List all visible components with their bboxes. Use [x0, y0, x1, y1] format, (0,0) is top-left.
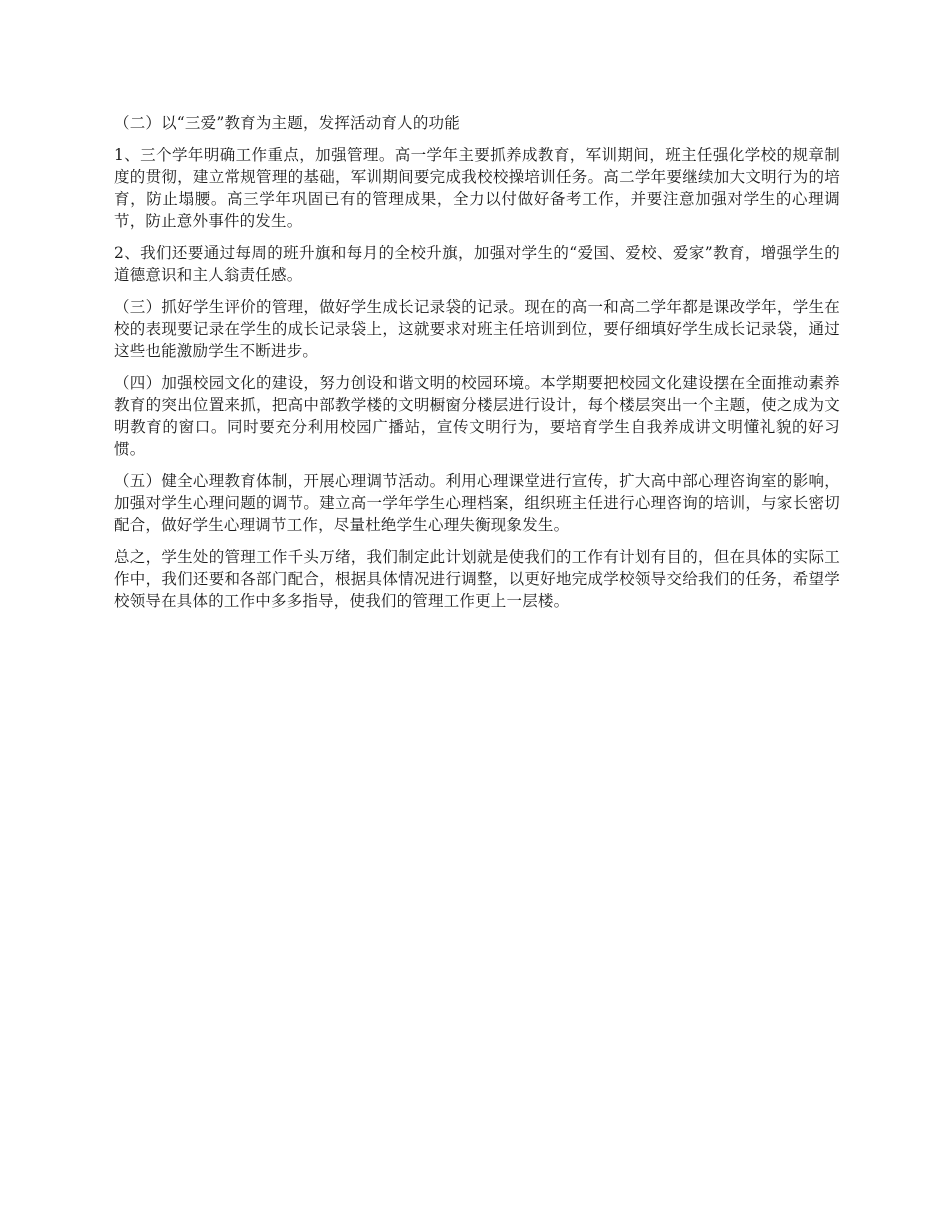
- paragraph-item-2: 2、我们还要通过每周的班升旗和每月的全校升旗，加强对学生的“爱国、爱校、爱家”教育，增强学生的道德意识和主人翁责任感。: [114, 244, 840, 284]
- paragraph-section-5: （五）健全心理教育体制，开展心理调节活动。利用心理课堂进行宣传，扩大高中部心理咨询室的影响，加强对学生心理问题的调节。建立高一学年学生心理档案，组织班主任进行心理咨询的培训，与家长密切配合，做好学生心理调节工作，尽量杜绝学生心理失衡现象发生。: [114, 472, 840, 534]
- paragraph-section-4: （四）加强校园文化的建设，努力创设和谐文明的校园环境。本学期要把校园文化建设摆在全面推动素养教育的突出位置来抓，把高中部教学楼的文明橱窗分楼层进行设计，每个楼层突出一个主题，使之成为文明教育的窗口。同时要充分利用校园广播站，宣传文明行为，要培育学生自我养成讲文明懂礼貌的好习惯。: [114, 374, 840, 458]
- paragraph-section-3: （三）抓好学生评价的管理，做好学生成长记录袋的记录。现在的高一和高二学年都是课改学年，学生在校的表现要记录在学生的成长记录袋上，这就要求对班主任培训到位，要仔细填好学生成长记录袋，通过这些也能激励学生不断进步。: [114, 298, 840, 360]
- section-heading-2: （二）以“三爱”教育为主题，发挥活动育人的功能: [114, 114, 460, 132]
- document-page: [114, 112, 840, 622]
- paragraph-conclusion: 总之，学生处的管理工作千头万绪，我们制定此计划就是使我们的工作有计划有目的，但在具体的实际工作中，我们还要和各部门配合，根据具体情况进行调整，以更好地完成学校领导交给我们的任务，希望学校领导在具体的工作中多多指导，使我们的管理工作更上一层楼。: [114, 548, 840, 610]
- paragraph-item-1: 1、三个学年明确工作重点，加强管理。高一学年主要抓养成教育，军训期间，班主任强化学校的规章制度的贯彻，建立常规管理的基础，军训期间要完成我校校操培训任务。高二学年要继续加大文明行为的培育，防止塌腰。高三学年巩固已有的管理成果，全力以付做好备考工作，并要注意加强对学生的心理调节，防止意外事件的发生。: [114, 146, 840, 230]
